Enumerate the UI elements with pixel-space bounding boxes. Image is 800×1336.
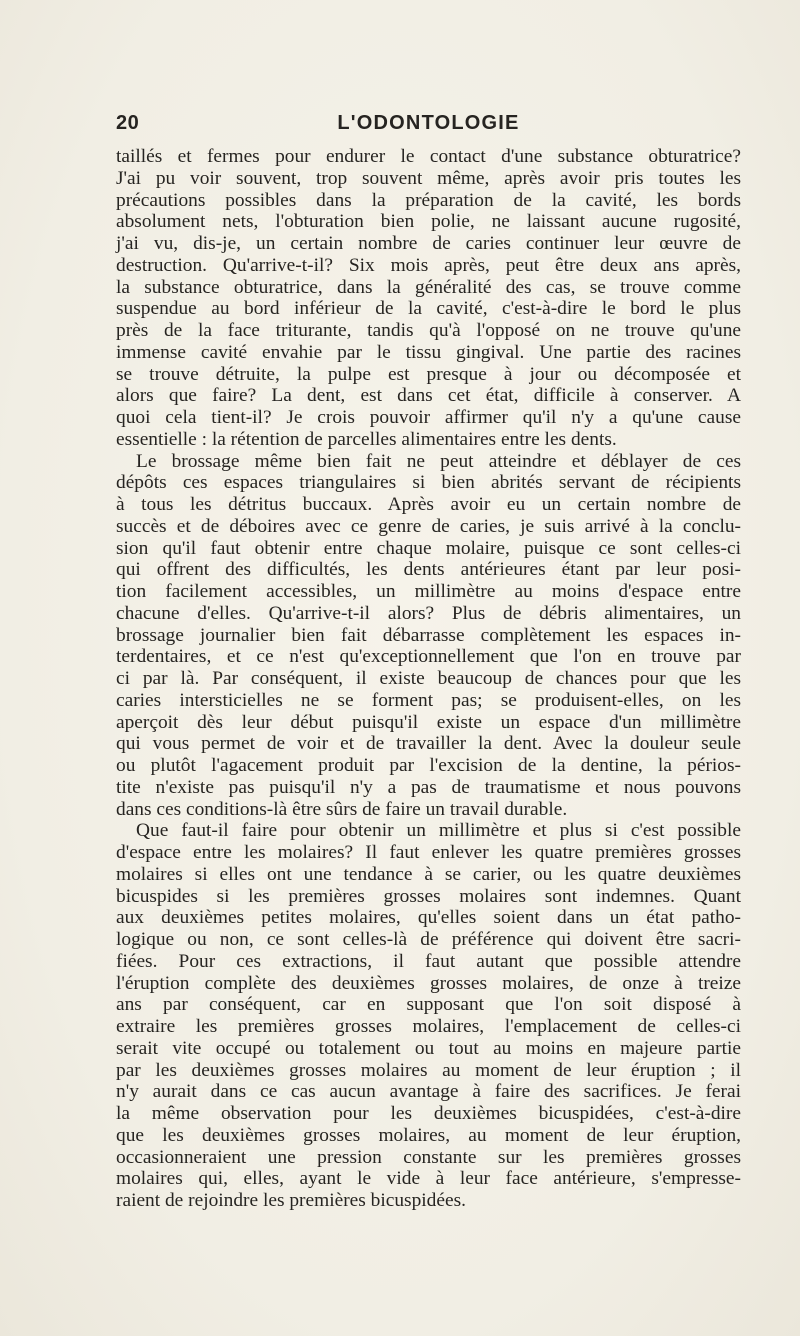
page-number: 20 xyxy=(116,112,140,134)
text-line: serait vite occupé ou totalement ou tout au moins en majeure partie xyxy=(116,1037,741,1059)
text-line: que les deuxièmes grosses molaires, au moment de leur éruption, xyxy=(116,1124,741,1146)
text-line: Que faut-il faire pour obtenir un millimètre et plus si c'est possible xyxy=(136,820,741,842)
paragraph xyxy=(116,146,741,451)
text-line: ans par conséquent, car en supposant que l'on soit disposé à xyxy=(116,994,741,1016)
text-line: dépôts ces espaces triangulaires si bien abrités servant de récipients xyxy=(116,472,741,494)
body-text xyxy=(116,146,741,1212)
text-line: suspendue au bord inférieur de la cavité, c'est-à-dire le bord le plus xyxy=(116,298,741,320)
text-line: d'espace entre les molaires? Il faut enlever les quatre premières grosses xyxy=(116,842,741,863)
text-line: absolument nets, l'obturation bien polie, ne laissant aucune rugosité, xyxy=(116,211,741,233)
text-line: j'ai vu, dis-je, un certain nombre de caries continuer leur œuvre de xyxy=(116,233,741,254)
text-line: à tous les détritus buccaux. Après avoir eu un certain nombre de xyxy=(116,494,741,515)
text-line: dans ces conditions-là être sûrs de faire un travail durable. xyxy=(116,798,568,820)
text-line: la substance obturatrice, dans la généralité des cas, se trouve comme xyxy=(116,276,741,298)
text-line: bicuspides si les premières grosses molaires sont indemnes. Quant xyxy=(116,885,741,907)
running-title: L'ODONTOLOGIE xyxy=(337,112,520,134)
text-line: molaires qui, elles, ayant le vide à leur face antérieure, s'empresse- xyxy=(116,1168,741,1190)
text-line: raient de rejoindre les premières bicuspidées. xyxy=(116,1190,466,1211)
text-line: chacune d'elles. Qu'arrive-t-il alors? Plus de débris alimentaires, un xyxy=(116,602,741,624)
text-line: brossage journalier bien fait débarrasse complètement les espaces in- xyxy=(116,624,741,646)
text-line: quoi cela tient-il? Je crois pouvoir affirmer qu'il n'y a qu'une cause xyxy=(116,407,741,428)
text-line: qui offrent des difficultés, les dents antérieures étant par leur posi- xyxy=(116,559,741,581)
page-header xyxy=(116,112,741,142)
text-line: essentielle : la rétention de parcelles alimentaires entre les dents. xyxy=(116,428,617,450)
paragraph xyxy=(116,820,741,1212)
text-line: précautions possibles dans la préparation de la cavité, les bords xyxy=(116,189,741,211)
text-line: alors que faire? La dent, est dans cet état, difficile à conserver. A xyxy=(116,385,741,407)
text-line: ou plutôt l'agacement produit par l'excision de la dentine, la périos- xyxy=(116,755,741,776)
text-line: taillés et fermes pour endurer le contact d'une substance obturatrice? xyxy=(116,146,741,167)
text-line: qui vous permet de voir et de travailler la dent. Avec la douleur seule xyxy=(116,733,741,755)
text-line: J'ai pu voir souvent, trop souvent même, après avoir pris toutes les xyxy=(116,167,741,189)
text-line: terdentaires, et ce n'est qu'exceptionnellement que l'on en trouve par xyxy=(116,646,741,668)
text-line: par les deuxièmes grosses molaires au moment de leur éruption ; il xyxy=(116,1059,741,1081)
text-line: aux deuxièmes petites molaires, qu'elles soient dans un état patho- xyxy=(116,907,741,929)
text-line: se trouve détruite, la pulpe est presque à jour ou décomposée et xyxy=(116,363,741,385)
text-line: fiées. Pour ces extractions, il faut autant que possible attendre xyxy=(116,950,741,972)
text-line: aperçoit dès leur début puisqu'il existe un espace d'un millimètre xyxy=(116,711,741,733)
text-line: l'éruption complète des deuxièmes grosses molaires, de onze à treize xyxy=(116,972,741,994)
text-line: immense cavité envahie par le tissu gingival. Une partie des racines xyxy=(116,341,741,363)
text-line: ci par là. Par conséquent, il existe beaucoup de chances pour que les xyxy=(116,668,741,689)
text-line: succès et de déboires avec ce genre de caries, je suis arrivé à la conclu- xyxy=(116,515,741,537)
text-line: sion qu'il faut obtenir entre chaque molaire, puisque ce sont celles-ci xyxy=(116,537,741,559)
text-line: la même observation pour les deuxièmes bicuspidées, c'est-à-dire xyxy=(116,1103,741,1124)
paragraph xyxy=(116,451,741,821)
text-line: n'y aurait dans ce cas aucun avantage à faire des sacrifices. Je ferai xyxy=(116,1081,741,1103)
text-line: extraire les premières grosses molaires, l'emplacement de celles-ci xyxy=(116,1016,741,1037)
text-line: Le brossage même bien fait ne peut atteindre et déblayer de ces xyxy=(136,450,741,472)
text-line: occasionneraient une pression constante sur les premières grosses xyxy=(116,1146,741,1168)
text-line: tite n'existe pas puisqu'il n'y a pas de traumatisme et nous pouvons xyxy=(116,776,741,798)
text-line: destruction. Qu'arrive-t-il? Six mois après, peut être deux ans après, xyxy=(116,254,741,276)
text-line: près de la face triturante, tandis qu'à l'opposé on ne trouve qu'une xyxy=(116,320,741,341)
text-line: caries intersticielles ne se forment pas; se produisent-elles, on les xyxy=(116,689,741,711)
text-line: logique ou non, ce sont celles-là de préférence qui doivent être sacri- xyxy=(116,929,741,950)
text-line: molaires si elles ont une tendance à se carier, ou les quatre deuxièmes xyxy=(116,863,741,885)
text-line: tion facilement accessibles, un millimètre au moins d'espace entre xyxy=(116,581,741,602)
